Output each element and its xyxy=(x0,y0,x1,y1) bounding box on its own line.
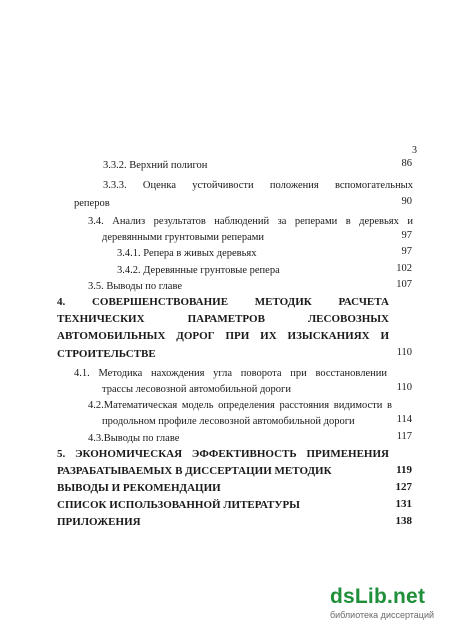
toc-page: 117 xyxy=(396,431,412,442)
toc-page: 110 xyxy=(396,382,412,393)
toc-entry-3-4-1: 3.4.1. Репера в живых деревьях xyxy=(117,248,257,259)
toc-chapter-4-cont: АВТОМОБИЛЬНЫХ ДОРОГ ПРИ ИХ ИЗЫСКАНИЯХ И xyxy=(57,330,389,342)
toc-page: 110 xyxy=(396,347,412,358)
toc-page: 119 xyxy=(396,464,412,476)
toc-entry-4-3: 4.3.Выводы по главе xyxy=(88,433,180,444)
toc-page: 131 xyxy=(395,498,412,510)
toc-chapter-5-cont: РАЗРАБАТЫВАЕМЫХ В ДИССЕРТАЦИИ МЕТОДИК xyxy=(57,465,332,477)
toc-conclusions: ВЫВОДЫ И РЕКОМЕНДАЦИИ xyxy=(57,482,221,494)
toc-entry-4-2: 4.2.Математическая модель определения расстояния видимости в xyxy=(88,400,392,411)
toc-page: 90 xyxy=(401,196,412,207)
toc-entry-4-1: 4.1. Методика нахождения угла поворота при восстановлении xyxy=(74,368,387,379)
toc-entry-3-4-cont: деревянными грунтовыми реперами xyxy=(102,232,264,243)
dslib-watermark-logo xyxy=(330,586,445,621)
toc-page: 127 xyxy=(395,481,412,493)
toc-chapter-4: 4. СОВЕРШЕНСТВОВАНИЕ МЕТОДИК РАСЧЕТА xyxy=(57,296,389,308)
toc-page: 97 xyxy=(401,230,412,241)
toc-entry-4-1-cont: трассы лесовозной автомобильной дороги xyxy=(102,384,291,395)
watermark-subtitle: библиотека диссертаций xyxy=(330,610,435,620)
toc-page: 97 xyxy=(401,246,412,257)
toc-chapter-4-cont: ТЕХНИЧЕСКИХ ПАРАМЕТРОВ ЛЕСОВОЗНЫХ xyxy=(57,313,389,325)
toc-entry-4-2-cont: продольном профиле лесовозной автомобильной дороги xyxy=(102,416,355,427)
toc-references: СПИСОК ИСПОЛЬЗОВАННОЙ ЛИТЕРАТУРЫ xyxy=(57,499,300,511)
toc-chapter-5: 5. ЭКОНОМИЧЕСКАЯ ЭФФЕКТИВНОСТЬ ПРИМЕНЕНИЯ xyxy=(57,448,389,460)
toc-appendices: ПРИЛОЖЕНИЯ xyxy=(57,516,141,528)
toc-entry-3-3-2: 3.3.2. Верхний полигон xyxy=(103,160,208,171)
toc-entry-3-3-3: 3.3.3. Оценка устойчивости положения вспомогательных xyxy=(103,180,413,191)
toc-page: 107 xyxy=(396,279,412,290)
toc-page: 86 xyxy=(401,158,412,169)
page-number: 3 xyxy=(412,145,417,156)
toc-page: 114 xyxy=(396,414,412,425)
toc-entry-3-5: 3.5. Выводы по главе xyxy=(88,281,183,292)
toc-page: 138 xyxy=(395,515,412,527)
toc-chapter-4-cont: СТРОИТЕЛЬСТВЕ xyxy=(57,348,156,360)
toc-page: 102 xyxy=(396,263,412,274)
toc-entry-3-3-3-cont: реперов xyxy=(74,198,110,209)
toc-entry-3-4: 3.4. Анализ результатов наблюдений за реперами в деревьях и xyxy=(88,216,413,227)
toc-entry-3-4-2: 3.4.2. Деревянные грунтовые репера xyxy=(117,265,280,276)
watermark-name: dsLib.net xyxy=(330,585,426,608)
